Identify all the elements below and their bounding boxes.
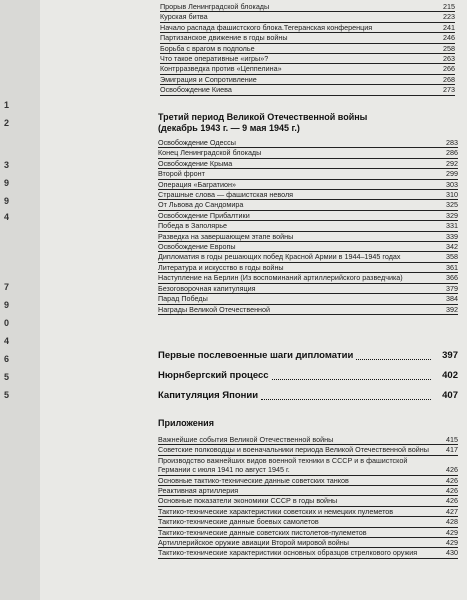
strip-char: 9 [4, 300, 10, 310]
toc-page: 273 [443, 85, 455, 95]
toc-row [158, 517, 458, 527]
toc-title: Партизанское движение в годы войны [160, 33, 288, 43]
toc-page: 299 [446, 169, 458, 179]
toc-title: Прорыв Ленинградской блокады [160, 2, 270, 11]
toc-page: 384 [446, 294, 458, 304]
toc-title: Освобождение Европы [158, 242, 236, 252]
toc-page: 286 [446, 148, 458, 158]
section-heading-line2: (декабрь 1943 г. — 9 мая 1945 г.) [158, 123, 300, 133]
toc-row [158, 148, 458, 158]
toc-row [158, 456, 458, 476]
toc-row [158, 232, 458, 242]
toc-title: Литература и искусство в годы войны [158, 262, 284, 272]
strip-char: 0 [4, 318, 10, 328]
major-page: 397 [442, 350, 458, 361]
toc-title: Тактико-технические характеристики советских и немецких пулеметов [158, 506, 394, 516]
major-page: 407 [442, 390, 458, 401]
toc-title: Освобождение Одессы [158, 138, 236, 147]
appendix-section [158, 418, 458, 559]
toc-title: Конец Ленинградской блокады [158, 148, 262, 158]
toc-page: 392 [446, 304, 458, 314]
toc-page: 426 [446, 486, 458, 496]
toc-row [158, 273, 458, 283]
toc-page: 339 [446, 231, 458, 241]
dot-leader [272, 379, 431, 380]
toc-page: 268 [443, 74, 455, 84]
toc-title: От Львова до Сандомира [158, 200, 244, 210]
toc-page: 430 [446, 548, 458, 558]
toc-row [160, 75, 455, 85]
strip-char: 9 [4, 178, 10, 188]
toc-row [160, 54, 455, 64]
toc-page: 426 [446, 475, 458, 485]
toc-row [158, 496, 458, 506]
toc-page: 358 [446, 252, 458, 262]
toc-row [158, 538, 458, 548]
toc-row [160, 12, 455, 22]
appendix-heading: Приложения [158, 418, 214, 428]
toc-row [158, 528, 458, 538]
toc-page: 283 [446, 138, 458, 147]
section-heading-line1: Третий период Великой Отечественной войны [158, 112, 368, 122]
toc-page: 429 [446, 538, 458, 548]
strip-char: 2 [4, 118, 10, 128]
toc-title: Освобождение Прибалтики [158, 210, 250, 220]
toc-title: Артиллерийское оружие авиации Второй мировой войны [158, 538, 349, 548]
toc-page: 426 [446, 465, 458, 475]
toc-row [158, 305, 458, 315]
toc-row [158, 507, 458, 517]
toc-row [158, 548, 458, 558]
strip-char: 3 [4, 160, 10, 170]
toc-page: 241 [443, 22, 455, 32]
section1-list [160, 2, 455, 96]
toc-row [158, 294, 458, 304]
toc-page: 379 [446, 283, 458, 293]
toc-page: 342 [446, 242, 458, 252]
toc-title: Награды Великой Отечественной [158, 304, 271, 314]
toc-title: Наступление на Берлин (Из воспоминаний артиллерийского разведчика) [158, 273, 403, 283]
toc-title: Производство важнейших видов военной техники в СССР и в фашистской Германии с июля 1941 по август 1945 г. [158, 455, 408, 475]
toc-row [158, 284, 458, 294]
strip-char: 6 [4, 354, 10, 364]
toc-page: 266 [443, 64, 455, 74]
section2-heading [158, 112, 458, 134]
toc-title: Реактивная артиллерия [158, 486, 239, 496]
major-row [158, 350, 458, 362]
toc-row [160, 64, 455, 74]
toc-row [158, 221, 458, 231]
strip-char: 9 [4, 196, 10, 206]
toc-row [158, 252, 458, 262]
toc-title: Разведка на завершающем этапе войны [158, 231, 294, 241]
toc-row [158, 138, 458, 148]
adjacent-page-strip [0, 0, 40, 600]
strip-char: 7 [4, 282, 10, 292]
major-title: Капитуляция Японии [158, 390, 259, 401]
toc-row [158, 486, 458, 496]
toc-title: Освобождение Киева [160, 85, 232, 95]
toc-page: 215 [443, 2, 455, 11]
toc-title: Безоговорочная капитуляция [158, 283, 256, 293]
toc-page: 415 [446, 435, 458, 444]
toc-page: 426 [446, 496, 458, 506]
toc-title: Советские полководцы и военачальники периода Великой Отечественной войны [158, 445, 429, 455]
toc-title: Что такое оперативные «игры»? [160, 54, 269, 64]
toc-page: 263 [443, 54, 455, 64]
strip-char: 5 [4, 390, 10, 400]
strip-char: 4 [4, 212, 10, 222]
toc-row [160, 23, 455, 33]
dot-leader [356, 359, 431, 360]
toc-page: 429 [446, 527, 458, 537]
toc-row [158, 263, 458, 273]
toc-page: 361 [446, 262, 458, 272]
strip-char: 1 [4, 100, 10, 110]
toc-row [158, 169, 458, 179]
toc-page: 292 [446, 158, 458, 168]
toc-row [158, 435, 458, 445]
toc-title: Освобождение Крыма [158, 158, 233, 168]
toc-title: Основные показатели экономики СССР в годы войны [158, 496, 338, 506]
toc-title: Парад Победы [158, 294, 208, 304]
toc-row [158, 200, 458, 210]
toc-title: Важнейшие события Великой Отечественной войны [158, 435, 334, 444]
section2-list [158, 138, 458, 315]
toc-title: Операция «Багратион» [158, 179, 236, 189]
toc-title: Основные тактико-технические данные советских танков [158, 475, 349, 485]
toc-page: 428 [446, 517, 458, 527]
toc-row [160, 33, 455, 43]
major-page: 402 [442, 370, 458, 381]
toc-row [158, 476, 458, 486]
toc-title: Дипломатия в годы решающих побед Красной Армии в 1944–1945 годах [158, 252, 401, 262]
toc-title: Тактико-технические данные боевых самолетов [158, 517, 319, 527]
toc-row [158, 190, 458, 200]
major-row [158, 370, 458, 382]
toc-title: Борьба с врагом в подполье [160, 43, 255, 53]
toc-title: Победа в Заполярье [158, 221, 227, 231]
toc-row [158, 445, 458, 455]
toc-title: Страшные слова — фашистская неволя [158, 190, 294, 200]
toc-page: 325 [446, 200, 458, 210]
toc-page: 417 [446, 445, 458, 455]
toc-row [160, 85, 455, 95]
major-chapters [158, 350, 458, 402]
toc-title: Эмиграция и Сопротивление [160, 74, 257, 84]
toc-page: 246 [443, 33, 455, 43]
toc-page: 329 [446, 210, 458, 220]
toc-row [158, 180, 458, 190]
toc-page: 303 [446, 179, 458, 189]
toc-page: 258 [443, 43, 455, 53]
strip-char: 5 [4, 372, 10, 382]
toc-row [158, 159, 458, 169]
toc-title: Курская битва [160, 12, 208, 22]
toc-page: 310 [446, 190, 458, 200]
toc-row [160, 2, 455, 12]
toc-row [158, 211, 458, 221]
major-row [158, 390, 458, 402]
toc-title: Второй фронт [158, 169, 205, 179]
major-title: Нюрнбергский процесс [158, 370, 269, 381]
toc-title: Тактико-технические данные советских пистолетов-пулеметов [158, 527, 367, 537]
strip-char: 4 [4, 336, 10, 346]
toc-title: Начало распада фашистского блока.Тегеранская конференция [160, 22, 373, 32]
toc-row [158, 242, 458, 252]
major-title: Первые послевоенные шаги дипломатии [158, 350, 354, 361]
toc-page: 366 [446, 273, 458, 283]
toc-title: Тактико-технические характеристики основных образцов стрелкового оружия [158, 548, 418, 558]
dot-leader [261, 399, 431, 400]
toc-title: Контрразведка против «Цеппелина» [160, 64, 282, 74]
toc-page: 223 [443, 12, 455, 22]
toc-page: 331 [446, 221, 458, 231]
toc-page: 427 [446, 506, 458, 516]
toc-row [160, 44, 455, 54]
